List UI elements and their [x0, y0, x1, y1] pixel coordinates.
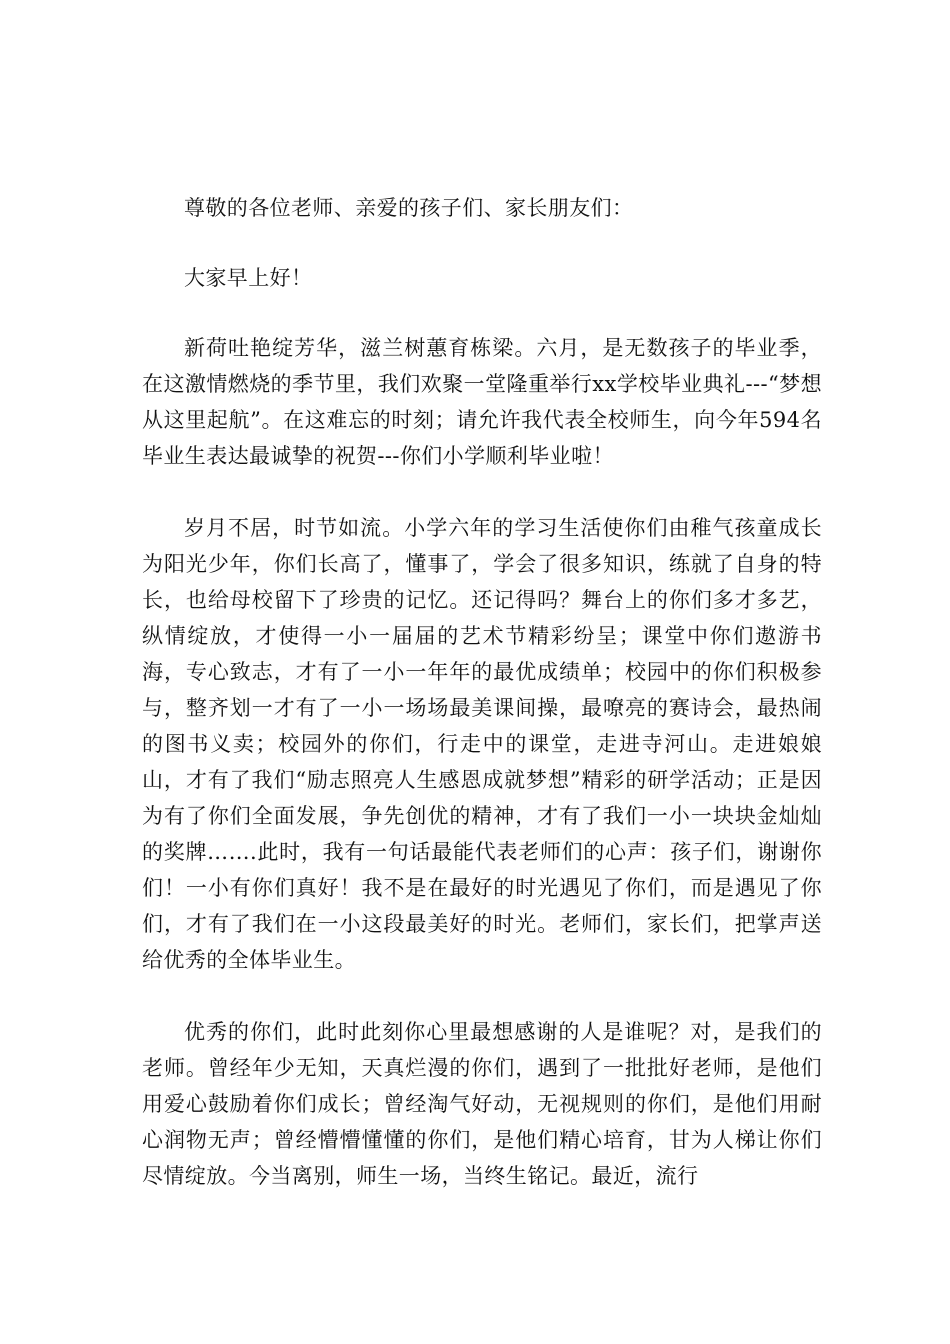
paragraph: 岁月不居，时节如流。小学六年的学习生活使你们由稚气孩童成长为阳光少年，你们长高了，懂事了，学会了很多知识，练就了自身的特长，也给母校留下了珍贵的记忆。还记得吗？舞台上的你们多才多艺，纵情绽放，才使得一小一届届的艺术节精彩纷呈；课堂中你们遨游书海，专心致志，才有了一小一年年的最优成绩单；校园中的你们积极参与，整齐划一才有了一小一场场最美课间操，最嘹亮的赛诗会，最热闹的图书义卖；校园外的你们，行走中的课堂，走进寺河山。走进娘娘山，才有了我们“励志照亮人生感恩成就梦想”精彩的研学活动；正是因为有了你们全面发展，争先创优的精神，才有了我们一小一块块金灿灿的奖牌…….此时，我有一句话最能代表老师们的心声：孩子们，谢谢你们！一小有你们真好！我不是在最好的时光遇见了你们，而是遇见了你们，才有了我们在一小这段最美好的时光。老师们，家长们，把掌声送给优秀的全体毕业生。	[142, 516, 822, 972]
paragraph: 优秀的你们，此时此刻你心里最想感谢的人是谁呢？对，是我们的老师。曾经年少无知，天真烂漫的你们，遇到了一批批好老师，是他们用爱心鼓励着你们成长；曾经淘气好动，无视规则的你们，是他们用耐心润物无声；曾经懵懵懂懂的你们，是他们精心培育，甘为人梯让你们尽情绽放。今当离别，师生一场，当终生铭记。最近，流行	[142, 1020, 822, 1188]
paragraph: 新荷吐艳绽芳华，滋兰树蕙育栋梁。六月，是无数孩子的毕业季，在这激情燃烧的季节里，我们欢聚一堂隆重举行xx学校毕业典礼---“梦想从这里起航”。在这难忘的时刻；请允许我代表全校师生，向今年594名毕业生表达最诚挚的祝贺---你们小学顺利毕业啦！	[142, 336, 822, 468]
document-body	[142, 190, 822, 1194]
greeting: 大家早上好！	[184, 266, 313, 290]
salutation: 尊敬的各位老师、亲爱的孩子们、家长朋友们：	[184, 196, 634, 220]
